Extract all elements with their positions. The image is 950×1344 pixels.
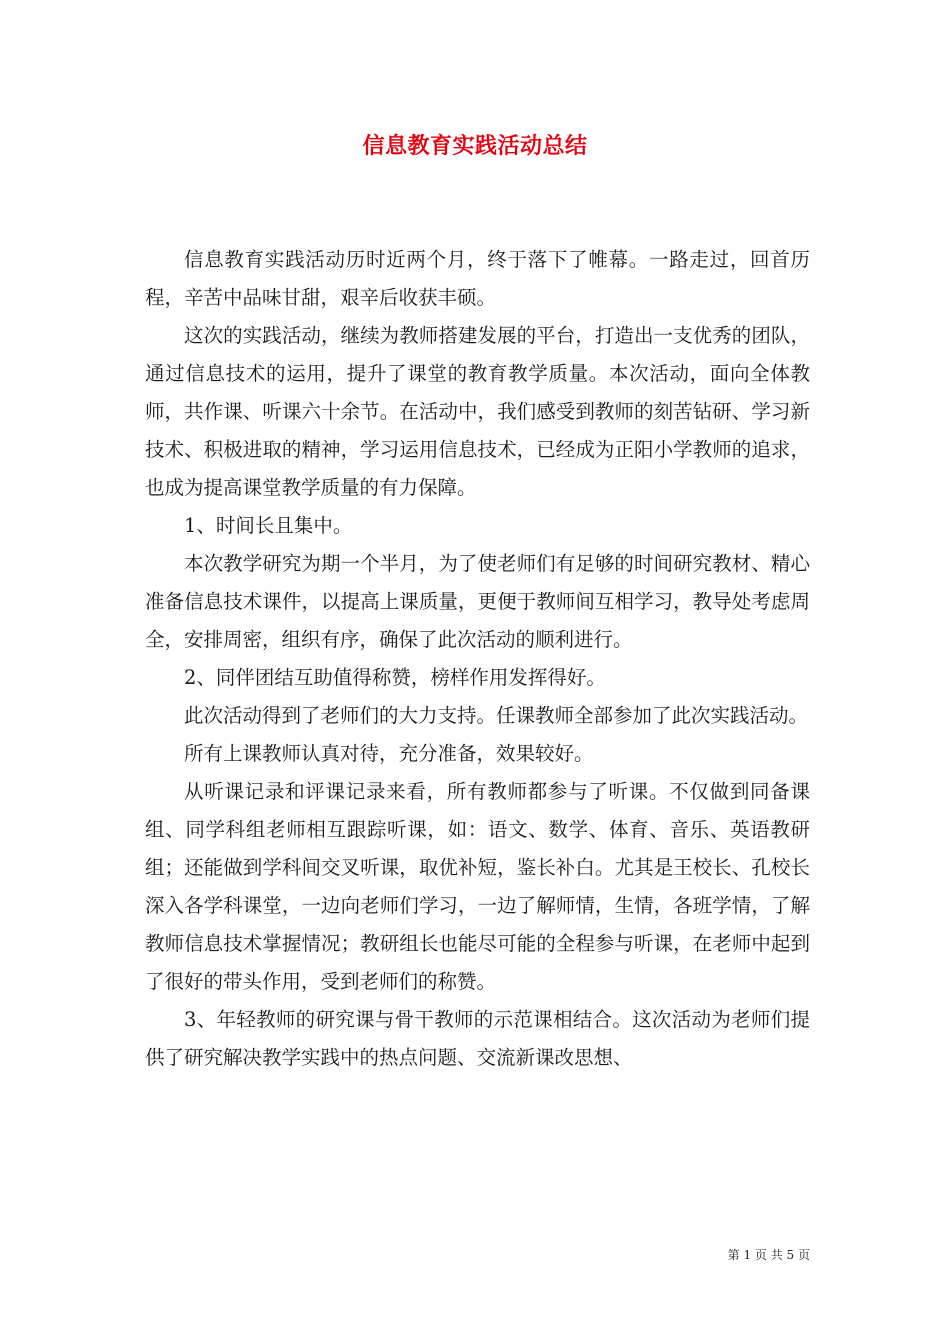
page-number: 第 1 页 共 5 页 bbox=[727, 1248, 810, 1262]
paragraph: 此次活动得到了老师们的大力支持。任课教师全部参加了此次实践活动。 bbox=[184, 704, 809, 727]
document-title: 信息教育实践活动总结 bbox=[362, 133, 588, 159]
paragraph: 信息教育实践活动历时近两个月，终于落下了帷幕。一路走过，回首历程，辛苦中品味甘甜，艰辛后收获丰硕。 bbox=[145, 248, 810, 309]
section-heading: 1、时间长且集中。 bbox=[184, 514, 353, 537]
paragraph: 从听课记录和评课记录来看，所有教师都参与了听课。不仅做到同备课组、同学科组老师相互跟踪听课，如：语文、数学、体育、音乐、英语教研组；还能做到学科间交叉听课，取优补短，鉴长补白。尤其是王校长、孔校长深入各学科课堂，一边向老师们学习，一边了解师情，生情，各班学情，了解教师信息技术掌握情况；教研组长也能尽可能的全程参与听课，在老师中起到了很好的带头作用，受到老师们的称赞。 bbox=[145, 780, 810, 993]
section-heading: 2、同伴团结互助值得称赞，榜样作用发挥得好。 bbox=[184, 666, 606, 689]
document-body bbox=[145, 241, 810, 1077]
paragraph: 本次教学研究为期一个半月，为了使老师们有足够的时间研究教材、精心准备信息技术课件，以提高上课质量，更便于教师间互相学习，教导处考虑周全，安排周密，组织有序，确保了此次活动的顺利进行。 bbox=[145, 552, 810, 651]
paragraph: 这次的实践活动，继续为教师搭建发展的平台，打造出一支优秀的团队，通过信息技术的运用，提升了课堂的教育教学质量。本次活动，面向全体教师，共作课、听课六十余节。在活动中，我们感受到教师的刻苦钻研、学习新技术、积极进取的精神，学习运用信息技术，已经成为正阳小学教师的追求，也成为提高课堂教学质量的有力保障。 bbox=[145, 324, 810, 499]
paragraph: 所有上课教师认真对待，充分准备，效果较好。 bbox=[184, 742, 594, 765]
paragraph: 3、年轻教师的研究课与骨干教师的示范课相结合。这次活动为老师们提供了研究解决教学实践中的热点问题、交流新课改思想、 bbox=[145, 1008, 810, 1069]
